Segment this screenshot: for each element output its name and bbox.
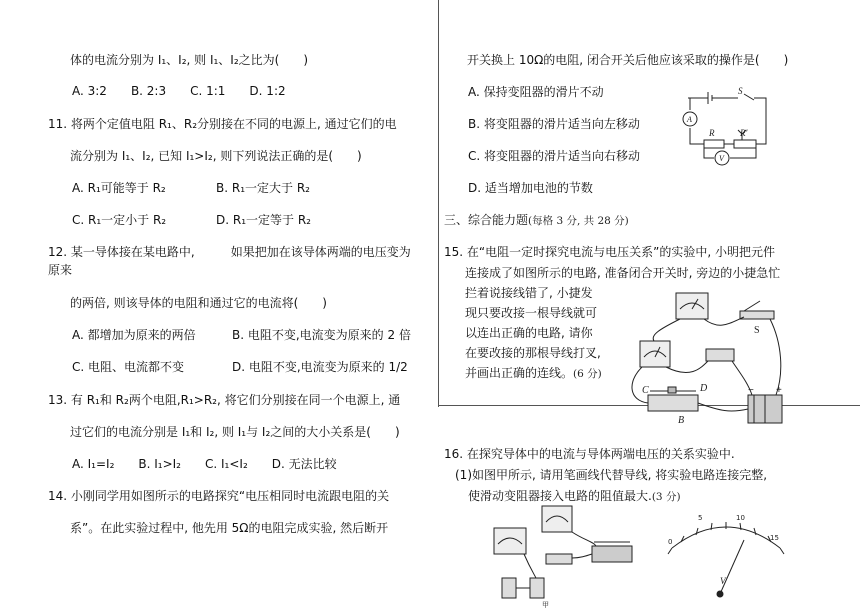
q12-option-b: B. 电阻不变,电流变为原来的 2 倍 bbox=[232, 328, 411, 342]
q15-stem-3: 拦着说接线错了, 小捷发 bbox=[465, 286, 593, 300]
q12-stem-2: 原来 bbox=[48, 263, 73, 277]
q16-dial-tick-5: 5 bbox=[698, 514, 703, 522]
q16-figure-caption: 甲 bbox=[542, 601, 549, 608]
q15-stem: 15. 在“电阻一定时探究电流与电压关系”的实验中, 小明把元件 bbox=[444, 245, 775, 259]
q16-voltmeter-dial bbox=[664, 512, 788, 608]
q13-stem: 13. 有 R₁和 R₂两个电阻,R₁>R₂, 将它们分别接在同一个电源上, 通 bbox=[48, 393, 401, 407]
q14-stem-2: 系”。在此实验过程中, 他先用 5Ω的电阻完成实验, 然后断开 bbox=[70, 521, 389, 535]
q15-stem-5: 以连出正确的电路, 请你 bbox=[465, 326, 593, 340]
q11-option-c: C. R₁一定小于 R₂ bbox=[72, 213, 167, 227]
q16-apparatus-figure bbox=[484, 498, 644, 608]
q14-voltmeter-label: V bbox=[719, 154, 724, 163]
q14-circuit-diagram bbox=[678, 86, 776, 172]
q14-option-a: A. 保持变阻器的滑片不动 bbox=[468, 85, 604, 99]
q16-dial-tick-0: 0 bbox=[668, 538, 673, 546]
q15-battery-minus: − bbox=[748, 385, 754, 396]
q11-option-b: B. R₁一定大于 R₂ bbox=[216, 181, 310, 195]
q10-text: 体的电流分别为 I₁、I₂, 则 I₁、I₂之比为( ) bbox=[70, 53, 309, 67]
q16-dial-tick-10: 10 bbox=[736, 514, 745, 522]
section-score: (每格 3 分, 共 28 分) bbox=[528, 215, 629, 227]
q14-option-c: C. 将变阻器的滑片适当向右移动 bbox=[468, 149, 641, 163]
column-divider bbox=[438, 0, 439, 407]
q12-stem: 12. 某一导体接在某电路中, 如果把加在该导体两端的电压变为 bbox=[48, 245, 411, 259]
q15-stem-2: 连接成了如图所示的电路, 准备闭合开关时, 旁边的小捷急忙 bbox=[465, 266, 781, 280]
q14-option-d: D. 适当增加电池的节数 bbox=[468, 181, 593, 195]
q15-stem-6: 在要改接的那根导线打叉, bbox=[465, 346, 601, 360]
q15-score: (6 分) bbox=[573, 368, 602, 380]
q15-apparatus-figure bbox=[620, 283, 790, 433]
q14-rheostat-label: R' bbox=[740, 128, 748, 138]
q12-option-d: D. 电阻不变,电流变为原来的 1/2 bbox=[232, 360, 408, 374]
q14-resistor-label: R bbox=[709, 128, 715, 138]
q15-stem-4: 现只要改接一根导线就可 bbox=[465, 306, 598, 320]
q11-option-a: A. R₁可能等于 R₂ bbox=[72, 181, 166, 195]
q14-switch-label: S bbox=[738, 86, 743, 96]
q15-stem-7 bbox=[465, 365, 602, 382]
q14-stem: 14. 小刚同学用如图所示的电路探究“电压相同时电流跟电阻的关 bbox=[48, 489, 390, 503]
q10-options: A. 3:2 B. 2:3 C. 1:1 D. 1:2 bbox=[72, 84, 286, 98]
q15-battery-plus: + bbox=[776, 385, 782, 396]
q12-option-c: C. 电阻、电流都不变 bbox=[72, 360, 185, 374]
q12-stem-3: 的两倍, 则该导体的电阻和通过它的电流将( ) bbox=[70, 296, 327, 310]
section-heading: 三、综合能力题 bbox=[444, 213, 529, 227]
q14-ammeter-label: A bbox=[687, 115, 692, 124]
q14-stem-3: 开关换上 10Ω的电阻, 闭合开关后他应该采取的操作是( ) bbox=[467, 53, 789, 67]
q15-label-s: S bbox=[754, 325, 760, 336]
q16-instruction: 使滑动变阻器接入电路的阻值最大. bbox=[468, 489, 652, 503]
q15-label-b: B bbox=[678, 415, 685, 426]
q13-options: A. I₁=I₂ B. I₁>I₂ C. I₁<I₂ D. 无法比较 bbox=[72, 457, 337, 471]
q14-option-b: B. 将变阻器的滑片适当向左移动 bbox=[468, 117, 640, 131]
q16-dial-unit: V bbox=[720, 576, 726, 586]
q11-stem-2: 流分别为 I₁、I₂, 已知 I₁>I₂, 则下列说法正确的是( ) bbox=[70, 149, 362, 163]
q16-dial-tick-15: 15 bbox=[770, 534, 779, 542]
q16-part1: (1)如图甲所示, 请用笔画线代替导线, 将实验电路连接完整, bbox=[455, 468, 768, 482]
q11-stem: 11. 将两个定值电阻 R₁、R₂分别接在不同的电源上, 通过它们的电 bbox=[48, 117, 397, 131]
q12-option-a: A. 都增加为原来的两倍 bbox=[72, 328, 196, 342]
q15-label-d: D bbox=[700, 383, 708, 394]
q11-option-d: D. R₁一定等于 R₂ bbox=[216, 213, 311, 227]
section-title bbox=[444, 212, 629, 229]
q15-instruction: 并画出正确的连线。 bbox=[465, 366, 574, 380]
q16-score: (3 分) bbox=[651, 491, 681, 503]
q13-stem-2: 过它们的电流分别是 I₁和 I₂, 则 I₁与 I₂之间的大小关系是( ) bbox=[70, 425, 400, 439]
q15-label-c: C bbox=[642, 385, 649, 396]
q16-stem: 16. 在探究导体中的电流与导体两端电压的关系实验中. bbox=[444, 447, 735, 461]
